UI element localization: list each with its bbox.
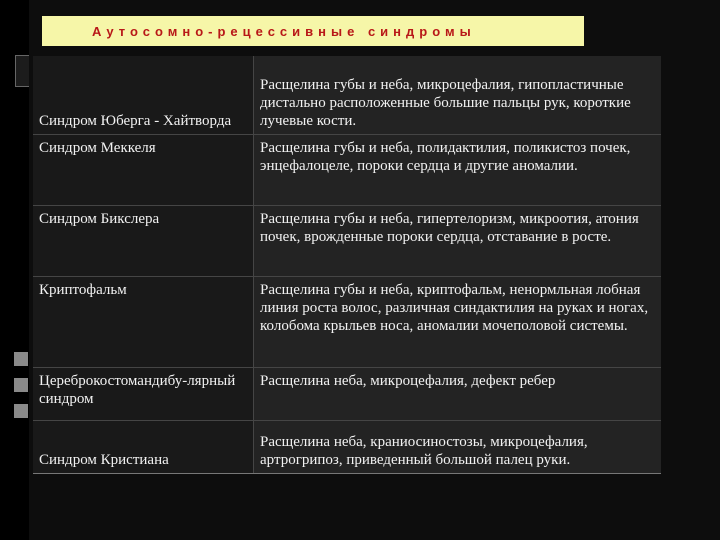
table-row <box>33 421 661 474</box>
syndrome-name: Цереброкостомандибу-лярный синдром <box>33 368 254 421</box>
decor-square <box>14 404 28 418</box>
decor-square <box>14 352 28 366</box>
syndrome-description: Расщелина губы и неба, полидактилия, поликистоз почек, энцефалоцеле, пороки сердца и другие аномалии. <box>254 135 662 206</box>
table-row <box>33 206 661 277</box>
title-bar <box>42 16 584 46</box>
syndrome-description: Расщелина неба, краниосиностозы, микроцефалия, артрогрипоз, приведенный большой палец руки. <box>254 421 662 474</box>
table-row <box>33 135 661 206</box>
table-row <box>33 56 661 135</box>
slide-title: Аутосомно-рецессивные синдромы <box>92 23 476 39</box>
syndromes-table <box>33 56 661 474</box>
left-strip <box>0 0 29 540</box>
syndrome-name: Криптофальм <box>33 277 254 368</box>
syndrome-name: Синдром Бикслера <box>33 206 254 277</box>
syndrome-name: Синдром Кристиана <box>33 421 254 474</box>
table-row <box>33 368 661 421</box>
syndrome-name: Синдром Юберга - Хайтворда <box>33 56 254 135</box>
syndrome-description: Расщелина неба, микроцефалия, дефект ребер <box>254 368 662 421</box>
decor-square <box>14 378 28 392</box>
syndrome-description: Расщелина губы и неба, гипертелоризм, микроотия, атония почек, врожденные пороки сердца, отставание в росте. <box>254 206 662 277</box>
syndrome-description: Расщелина губы и неба, микроцефалия, гипопластичные дистально расположенные большие пальцы рук, короткие лучевые кости. <box>254 56 662 135</box>
table-row <box>33 277 661 368</box>
syndrome-name: Синдром Меккеля <box>33 135 254 206</box>
syndrome-description: Расщелина губы и неба, криптофальм, ненормльная лобная линия роста волос, различная синдактилия на руках и ногах, колобома крыльев носа, аномалии мочеполовой системы. <box>254 277 662 368</box>
